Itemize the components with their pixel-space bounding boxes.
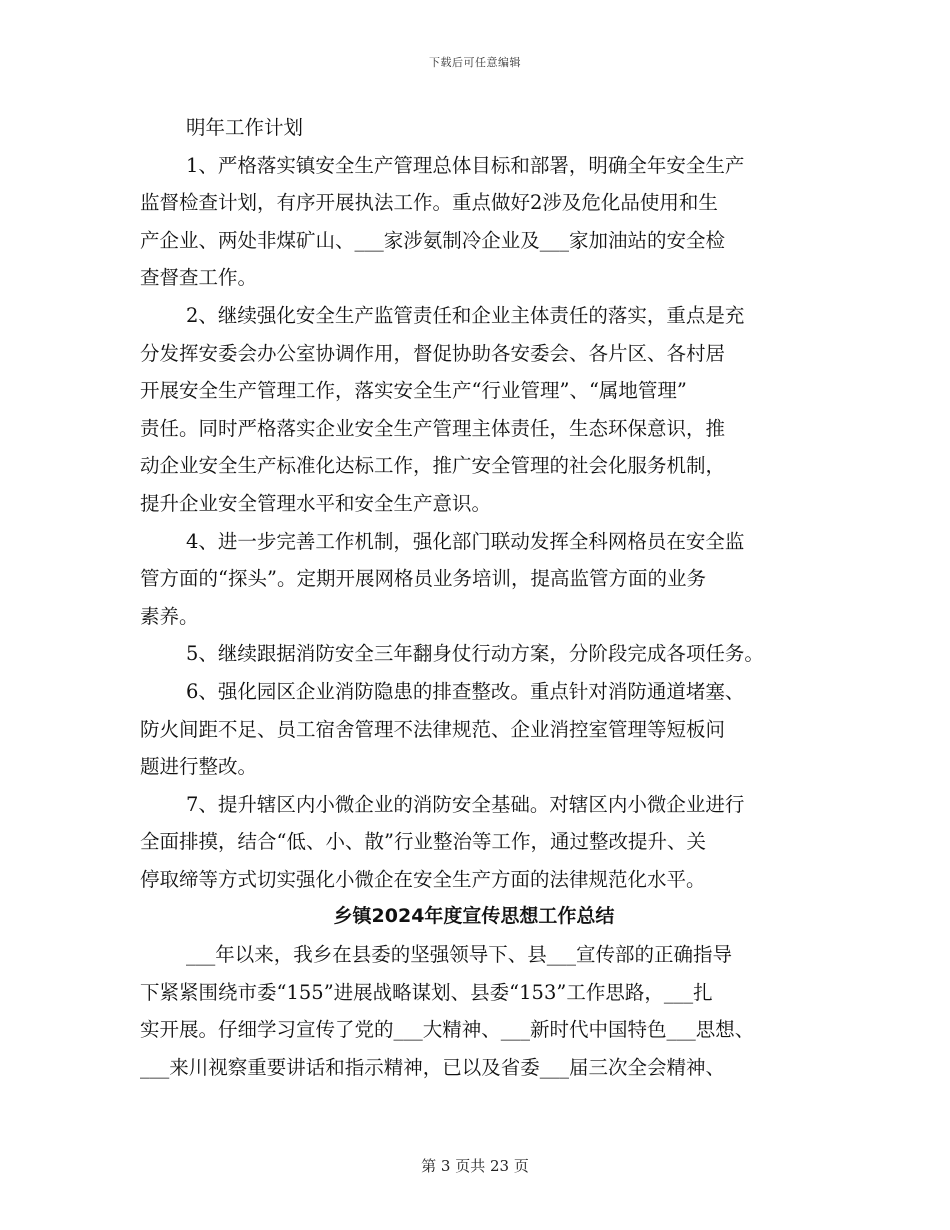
paragraph-line: 停取缔等方式切实强化小微企在安全生产方面的法律规范化水平。 [140, 867, 706, 891]
paragraph-line: 素养。 [140, 604, 199, 628]
paragraph-line: 分发挥安委会办公室协调作用，督促协助各安委会、各片区、各村居 [140, 341, 726, 365]
paragraph-line: 防火间距不足、员工宿舍管理不法律规范、企业消控室管理等短板问 [140, 717, 726, 741]
paragraph-line: ___年以来，我乡在县委的坚强领导下、县___宣传部的正确指导 [186, 943, 733, 967]
paragraph-line: 实开展。仔细学习宣传了党的___大精神、___新时代中国特色___思想、 [140, 1018, 755, 1042]
paragraph-line: 管方面的“探头”。定期开展网格员业务培训，提高监管方面的业务 [140, 567, 706, 591]
paragraph-line: 下紧紧围绕市委“155”进展战略谋划、县委“153”工作思路，___扎 [140, 980, 713, 1004]
paragraph-line: 查督查工作。 [140, 266, 258, 290]
paragraph-line: 监督检查计划，有序开展执法工作。重点做好2涉及危化品使用和生 [140, 191, 718, 215]
section-heading: 明年工作计划 [186, 116, 304, 139]
paragraph-line: 责任。同时严格落实企业安全生产管理主体责任，生态环保意识，推 [140, 416, 726, 440]
paragraph-line: ___来川视察重要讲话和指示精神，已以及省委___届三次全会精神、 [140, 1055, 726, 1079]
page-header: 下载后可任意编辑 [429, 56, 521, 69]
paragraph-line: 提升企业安全管理水平和安全生产意识。 [140, 491, 492, 515]
paragraph-line: 产企业、两处非煤矿山、___家涉氨制冷企业及___家加油站的安全检 [140, 228, 726, 252]
paragraph-line: 题进行整改。 [140, 755, 258, 779]
paragraph-line: 全面排摸，结合“低、小、散”行业整治等工作，通过整改提升、关 [140, 830, 706, 854]
paragraph-line: 7、提升辖区内小微企业的消防安全基础。对辖区内小微企业进行 [186, 792, 745, 816]
paragraph-line: 1、严格落实镇安全生产管理总体目标和部署，明确全年安全生产 [186, 153, 745, 177]
paragraph-line: 开展安全生产管理工作，落实安全生产“行业管理”、“属地管理” [140, 379, 687, 403]
paragraph-line: 4、进一步完善工作机制，强化部门联动发挥全科网格员在安全监 [186, 529, 745, 553]
document-title: 乡镇2024年度宣传思想工作总结 [333, 905, 615, 928]
paragraph-line: 5、继续跟据消防安全三年翻身仗行动方案，分阶段完成各项任务。 [186, 642, 764, 666]
page-footer: 第 3 页共 23 页 [421, 1157, 529, 1175]
paragraph-line: 6、强化园区企业消防隐患的排查整改。重点针对消防通道堵塞、 [186, 679, 745, 703]
document-body [140, 112, 808, 1089]
paragraph-line: 2、继续强化安全生产监管责任和企业主体责任的落实，重点是充 [186, 303, 745, 327]
paragraph-line: 动企业安全生产标准化达标工作，推广安全管理的社会化服务机制， [140, 454, 726, 478]
